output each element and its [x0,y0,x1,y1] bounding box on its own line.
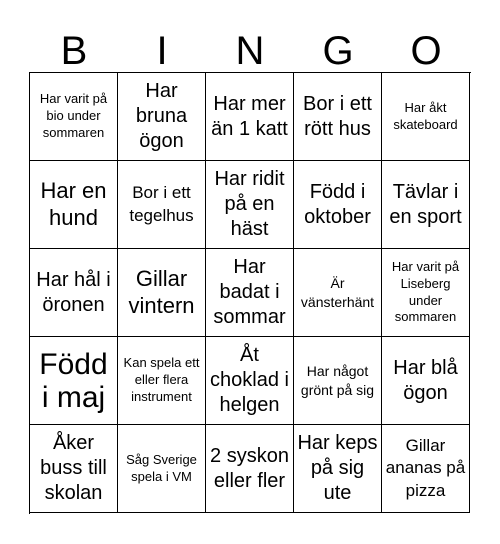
bingo-board [29,72,471,514]
header-letter-g: G [322,29,354,73]
bingo-cell-text: 2 syskon eller fler [210,444,289,492]
bingo-cell[interactable] [118,425,206,513]
bingo-cell[interactable] [206,249,294,337]
header-letter-n: N [235,29,265,73]
bingo-cell-text: Bor i ett tegelhus [129,183,194,225]
bingo-cell-text: Har mer än 1 katt [211,92,288,140]
bingo-cell-text: Född i maj [39,347,108,414]
bingo-cell[interactable] [118,337,206,425]
bingo-cell[interactable] [206,337,294,425]
bingo-cell-text: Född i oktober [304,180,371,228]
bingo-cell-text: Har varit på bio under sommaren [39,91,108,140]
bingo-cell[interactable] [206,425,294,513]
bingo-cell[interactable] [294,161,382,249]
bingo-cell-text: Har keps på sig ute [297,432,378,504]
bingo-cell[interactable] [294,73,382,161]
bingo-cell[interactable] [294,249,382,337]
bingo-cell[interactable] [382,73,470,161]
bingo-cell[interactable] [206,73,294,161]
bingo-cell-text: Gillar vintern [128,265,195,318]
bingo-cell-text: Har varit på Liseberg under sommaren [391,258,460,325]
bingo-cell-text: Gillar ananas på pizza [385,436,466,500]
bingo-cell[interactable] [30,249,118,337]
header-letter-b: B [60,29,88,73]
bingo-cell-text: Har bruna ögon [135,80,188,152]
header-letter-o: O [410,29,442,73]
bingo-cell-text: Har hål i öronen [36,268,111,316]
bingo-cell-text: Har badat i sommar [213,256,286,328]
bingo-cell[interactable] [118,73,206,161]
bingo-cell-text: Har blå ögon [393,356,458,404]
bingo-cell[interactable] [30,161,118,249]
bingo-cell-text: Är vänsterhänt [300,274,375,310]
bingo-cell-text: Har ridit på en häst [214,168,285,240]
bingo-header [30,30,470,72]
bingo-cell-text: Åker buss till skolan [40,432,107,504]
bingo-cell[interactable] [382,425,470,513]
bingo-cell-text: Har en hund [40,177,107,230]
bingo-cell[interactable] [382,161,470,249]
bingo-cell[interactable] [382,249,470,337]
bingo-cell[interactable] [30,337,118,425]
bingo-cell[interactable] [118,161,206,249]
bingo-cell-text: Tävlar i en sport [389,180,462,228]
bingo-cell[interactable] [30,73,118,161]
bingo-cell-text: Kan spela ett eller flera instrument [123,355,200,404]
bingo-cell[interactable] [294,425,382,513]
bingo-cell-text: Åt choklad i helgen [210,344,289,416]
bingo-cell[interactable] [118,249,206,337]
bingo-cell-text: Har något grönt på sig [300,362,375,398]
header-letter-i: I [156,29,168,73]
bingo-cell[interactable] [206,161,294,249]
bingo-cell-text: Såg Sverige spela i VM [126,451,197,484]
bingo-cell-text: Bor i ett rött hus [303,92,372,140]
bingo-cell[interactable] [294,337,382,425]
bingo-cell-text: Har åkt skateboard [393,99,458,132]
bingo-cell[interactable] [30,425,118,513]
bingo-cell[interactable] [382,337,470,425]
